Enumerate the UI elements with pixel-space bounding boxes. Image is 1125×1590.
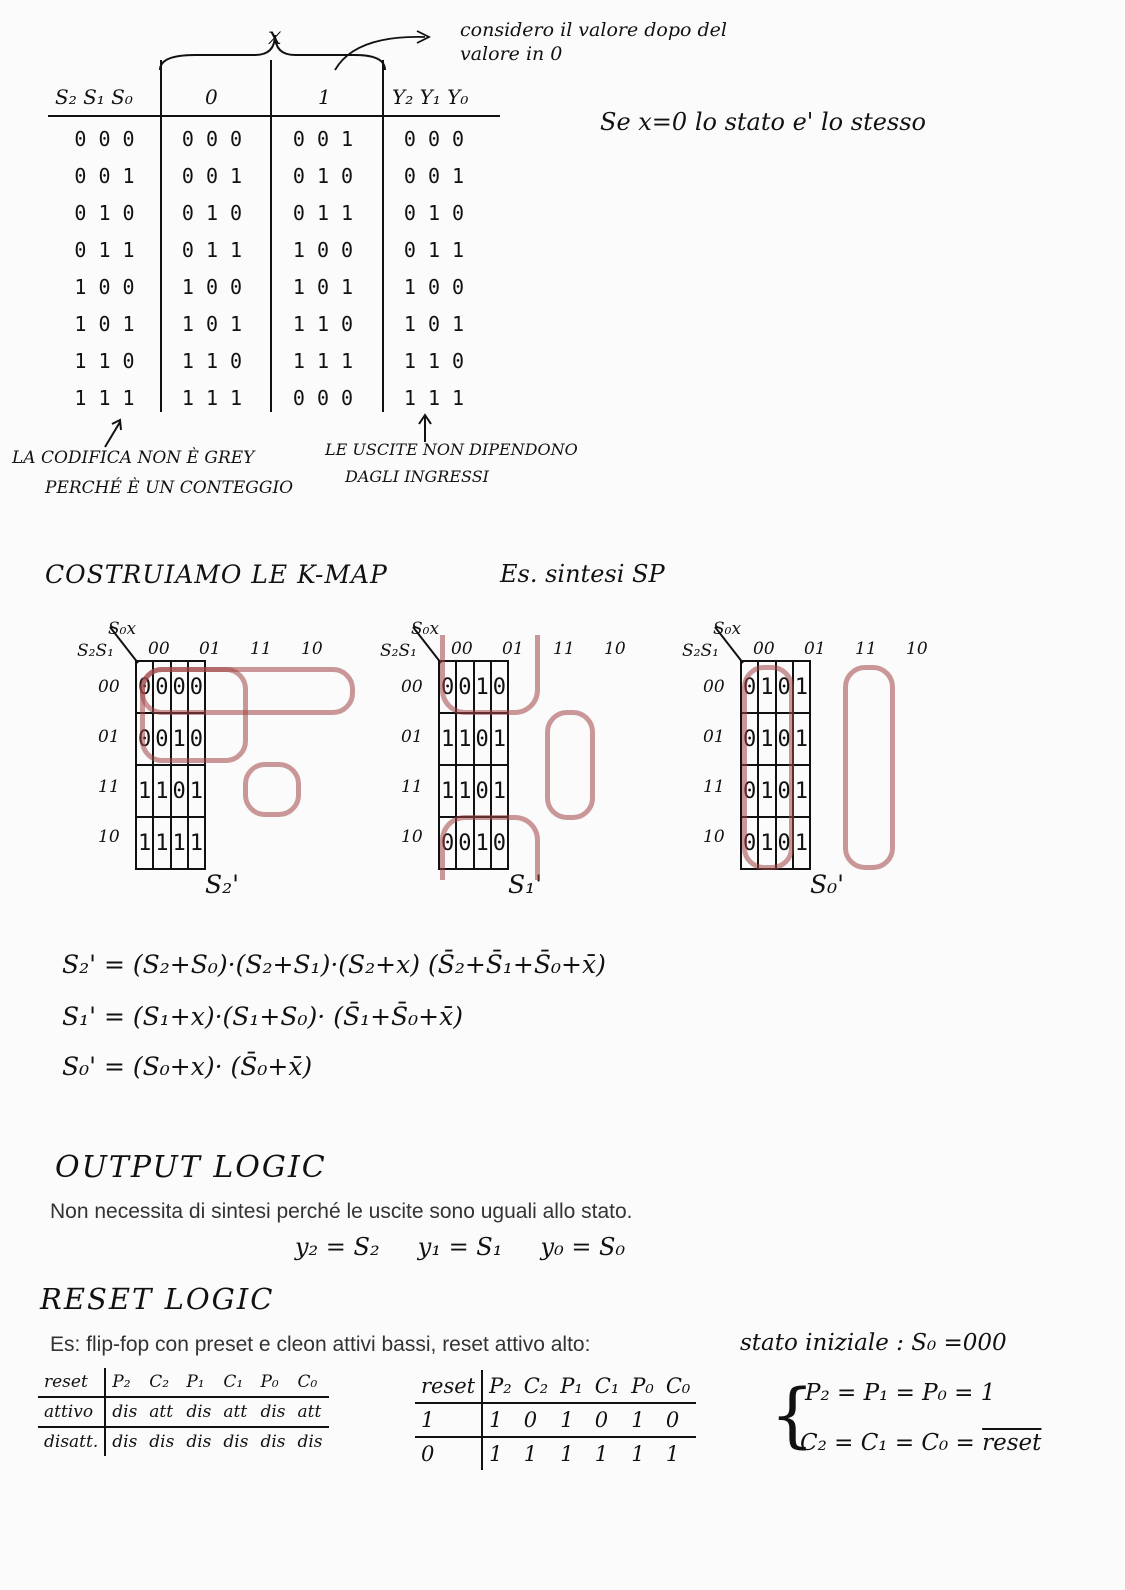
kmap-col-header: 00 bbox=[451, 639, 473, 659]
table-cell: 0 1 1 bbox=[403, 237, 465, 262]
table-cell: 1 0 0 bbox=[292, 237, 354, 262]
kmap-cell: 1 bbox=[758, 817, 775, 869]
kmap-col-header: 11 bbox=[855, 639, 877, 659]
table-cell: dis bbox=[105, 1427, 143, 1456]
kmap-cell: 1 bbox=[439, 713, 456, 765]
kmap-col-header: 01 bbox=[804, 639, 826, 659]
table-row bbox=[52, 268, 489, 305]
kmap-cell: 0 bbox=[153, 661, 170, 713]
output-eq: y₂ = S₂ y₁ = S₁ y₀ = S₀ bbox=[295, 1233, 626, 1261]
table-cell: 1 1 0 bbox=[74, 348, 135, 373]
kmap-cell: 1 bbox=[171, 713, 188, 765]
table-cell: 1 bbox=[631, 1442, 645, 1466]
table-header: C₁ bbox=[217, 1368, 254, 1397]
eq-s1-rhs: (S₁+x)·(S₁+S₀)· bbox=[132, 1002, 326, 1031]
table-cell: 1 1 0 bbox=[292, 311, 354, 336]
kmap-cell: 1 bbox=[793, 765, 810, 817]
table-cell: att bbox=[217, 1397, 254, 1427]
kmap-row-var: S₂S₁ bbox=[682, 641, 719, 661]
header-x1: 1 bbox=[318, 85, 331, 109]
table-cell: 0 1 0 bbox=[403, 200, 465, 225]
kmap-cell: 1 bbox=[153, 817, 170, 869]
kmap-cell: 0 bbox=[776, 765, 793, 817]
kmap-cell: 1 bbox=[793, 817, 810, 869]
kmap-col-header: 10 bbox=[301, 639, 323, 659]
table-header: P₂ bbox=[105, 1368, 143, 1397]
table-header: C₀ bbox=[660, 1370, 697, 1403]
brace: { bbox=[770, 1374, 815, 1456]
eq-s0-lhs: S₀' = bbox=[62, 1052, 125, 1081]
table-row bbox=[415, 1403, 696, 1437]
kmap-row-header: 10 bbox=[401, 827, 423, 847]
divider bbox=[48, 115, 500, 117]
kmap-cell: 1 bbox=[456, 713, 473, 765]
table-cell: 0 0 0 bbox=[292, 385, 354, 410]
note-out-1: LE USCITE NON DIPENDONO bbox=[325, 440, 578, 459]
kmap-cell: 0 bbox=[776, 661, 793, 713]
table-header: C₂ bbox=[518, 1370, 555, 1403]
table-cell: 1 0 1 bbox=[181, 311, 243, 336]
table-row bbox=[52, 120, 489, 157]
kmap-cell: 0 bbox=[491, 661, 508, 713]
reset-table-1 bbox=[38, 1368, 329, 1456]
group-ring bbox=[440, 635, 540, 715]
table-header: C₁ bbox=[589, 1370, 626, 1403]
kmap-row-var: S₂S₁ bbox=[77, 641, 114, 661]
eq-s0-rhs: (S₀+x)· bbox=[132, 1052, 223, 1081]
eq-s2-rhs: (S₂+S₀)·(S₂+S₁)·(S₂+x) bbox=[132, 950, 420, 979]
kmap-cell: 1 bbox=[758, 713, 775, 765]
kmap-cell: 0 bbox=[153, 713, 170, 765]
table-cell: 1 1 1 bbox=[292, 348, 354, 373]
table-cell: disatt. bbox=[44, 1432, 99, 1452]
kmap-cell: 1 bbox=[491, 765, 508, 817]
kmap-cell: 0 bbox=[188, 661, 205, 713]
output-heading: OUTPUT LOGIC bbox=[55, 1150, 327, 1185]
kmap-cell: 0 bbox=[136, 661, 153, 713]
kmap-cell: 0 bbox=[474, 765, 491, 817]
kmap-col-header: 01 bbox=[199, 639, 221, 659]
kmap-col-var: S₀x bbox=[108, 619, 137, 639]
table-cell: 1 0 0 bbox=[403, 274, 465, 299]
table-cell: dis bbox=[223, 1432, 249, 1452]
kmap-cell: 0 bbox=[741, 765, 758, 817]
kmap-cell: 0 bbox=[456, 661, 473, 713]
note-grey-1: LA CODIFICA NON È GREY bbox=[12, 448, 255, 468]
table-cell: dis bbox=[254, 1397, 291, 1427]
eq-s1-lhs: S₁' = bbox=[62, 1002, 125, 1031]
kmap-col-header: 00 bbox=[753, 639, 775, 659]
table-cell: dis bbox=[149, 1432, 175, 1452]
kmap-cell: 0 bbox=[776, 713, 793, 765]
kmap-cell: 1 bbox=[188, 765, 205, 817]
output-text: Non necessita di sintesi perché le uscite sono uguali allo stato. bbox=[50, 1200, 633, 1223]
table-row bbox=[52, 194, 489, 231]
table-cell: 1 bbox=[482, 1437, 518, 1470]
table-cell: 0 0 0 bbox=[74, 126, 135, 151]
table-cell: 1 0 1 bbox=[74, 311, 135, 336]
table-cell: 1 bbox=[415, 1403, 482, 1437]
table-cell: 0 1 1 bbox=[74, 237, 135, 262]
table-cell: 0 0 0 bbox=[181, 126, 243, 151]
kmap-col-header: 10 bbox=[906, 639, 928, 659]
kmap-cell: 1 bbox=[171, 817, 188, 869]
table-cell: 1 0 1 bbox=[403, 311, 465, 336]
table-cell: 1 bbox=[523, 1442, 538, 1466]
table-cell: 1 1 1 bbox=[74, 385, 135, 410]
table-cell: att bbox=[143, 1397, 180, 1427]
table-cell: 0 0 1 bbox=[403, 163, 465, 188]
x-label: x bbox=[268, 22, 282, 50]
eq-s2-lhs: S₂' = bbox=[62, 950, 125, 979]
kmap-col-var: S₀x bbox=[713, 619, 742, 639]
kmap-cell: 0 bbox=[188, 713, 205, 765]
table-row bbox=[52, 305, 489, 342]
table-cell: 1 1 0 bbox=[403, 348, 465, 373]
kmap-cell: 0 bbox=[491, 817, 508, 869]
table-cell: 1 bbox=[482, 1403, 518, 1437]
eq-s0-bar: (S̄₀+x̄) bbox=[230, 1052, 313, 1081]
kmap-cell: 0 bbox=[171, 765, 188, 817]
note-x0: Se x=0 lo stato e' lo stesso bbox=[600, 108, 926, 136]
eq-s2 bbox=[62, 950, 606, 979]
note-grey-2: PERCHÉ È UN CONTEGGIO bbox=[45, 478, 294, 498]
table-cell: 0 0 1 bbox=[74, 163, 135, 188]
kmap-cell: 0 bbox=[741, 713, 758, 765]
table-cell: 0 bbox=[589, 1403, 626, 1437]
kmap-cell: 0 bbox=[776, 817, 793, 869]
kmap-cell: 1 bbox=[188, 817, 205, 869]
table-cell: 0 0 1 bbox=[292, 126, 354, 151]
header-x0: 0 bbox=[205, 85, 218, 109]
kmap-cell: 0 bbox=[136, 713, 153, 765]
kmap-cell: 0 bbox=[456, 817, 473, 869]
table-row bbox=[52, 342, 489, 379]
truth-table bbox=[52, 120, 489, 416]
table-cell: dis bbox=[297, 1432, 323, 1452]
table-cell: att bbox=[291, 1397, 328, 1427]
kmap-col-header: 01 bbox=[502, 639, 524, 659]
table-cell: dis bbox=[186, 1432, 212, 1452]
kmap-row-header: 01 bbox=[401, 727, 423, 747]
initial-state: stato iniziale : S₀ =000 bbox=[740, 1330, 1007, 1356]
table-cell: dis bbox=[260, 1432, 286, 1452]
table-cell: 0 bbox=[660, 1403, 697, 1437]
kmap-label: S₁' bbox=[508, 870, 543, 899]
table-cell: 0 1 1 bbox=[292, 200, 354, 225]
kmap-cell: 1 bbox=[136, 817, 153, 869]
table-row bbox=[38, 1397, 329, 1427]
kmap-row-header: 11 bbox=[703, 777, 725, 797]
table-cell: 1 bbox=[560, 1442, 574, 1466]
kmap-label: S₀' bbox=[810, 870, 845, 899]
kmap-col-var: S₀x bbox=[411, 619, 440, 639]
table-header: C₀ bbox=[291, 1368, 328, 1397]
group-ring bbox=[440, 815, 540, 880]
kmap-cell: 1 bbox=[456, 765, 473, 817]
table-cell: 1 1 1 bbox=[403, 385, 465, 410]
table-cell: 1 1 1 bbox=[181, 385, 243, 410]
kmap-cell: 1 bbox=[474, 817, 491, 869]
kmap-cell: 0 bbox=[741, 661, 758, 713]
table-header-row bbox=[38, 1368, 329, 1397]
table-cell: 1 0 0 bbox=[181, 274, 243, 299]
kmap-cell: 1 bbox=[136, 765, 153, 817]
kmap-row-header: 00 bbox=[703, 677, 725, 697]
table-header-row bbox=[415, 1370, 696, 1403]
table-header: P₂ bbox=[482, 1370, 518, 1403]
table-row bbox=[415, 1437, 696, 1470]
reset-eq-1: P₂ = P₁ = P₀ = 1 bbox=[805, 1380, 996, 1406]
kmap-heading: COSTRUIAMO LE K-MAP bbox=[45, 560, 388, 589]
kmap-row-header: 10 bbox=[98, 827, 120, 847]
kmap-example: Es. sintesi SP bbox=[500, 560, 665, 588]
kmap-row-header: 00 bbox=[401, 677, 423, 697]
kmap-cell: 1 bbox=[474, 661, 491, 713]
table-row bbox=[52, 157, 489, 194]
group-ring bbox=[843, 665, 895, 870]
kmap-cell: 0 bbox=[439, 661, 456, 713]
table-cell: attivo bbox=[38, 1397, 105, 1427]
reset-eq-2 bbox=[800, 1430, 1041, 1456]
kmap-cell: 0 bbox=[474, 713, 491, 765]
table-header: P₀ bbox=[625, 1370, 660, 1403]
kmap-cell: 1 bbox=[491, 713, 508, 765]
table-cell: 1 bbox=[554, 1403, 589, 1437]
group-ring bbox=[545, 710, 595, 820]
x-brace bbox=[155, 25, 455, 85]
table-cell: 0 bbox=[421, 1442, 435, 1466]
kmap-label: S₂' bbox=[205, 870, 240, 899]
table-cell: 1 bbox=[625, 1403, 660, 1437]
table-row bbox=[52, 379, 489, 416]
kmap-row-header: 11 bbox=[98, 777, 120, 797]
kmap-row-header: 11 bbox=[401, 777, 423, 797]
table-header: C₂ bbox=[143, 1368, 180, 1397]
reset-heading: RESET LOGIC bbox=[40, 1282, 275, 1316]
annotation-note: considero il valore dopo del valore in 0 bbox=[460, 19, 727, 65]
table-cell: 0 0 0 bbox=[403, 126, 465, 151]
eq-s2-bar: (S̄₂+S̄₁+S̄₀+x̄) bbox=[427, 950, 606, 979]
kmap-row-header: 00 bbox=[98, 677, 120, 697]
table-cell: 0 bbox=[518, 1403, 555, 1437]
kmap-col-header: 10 bbox=[604, 639, 626, 659]
table-cell: 1 0 1 bbox=[292, 274, 354, 299]
kmap-cell: 0 bbox=[741, 817, 758, 869]
table-row bbox=[38, 1427, 329, 1456]
table-header: reset bbox=[38, 1368, 105, 1397]
table-cell: 0 1 0 bbox=[181, 200, 243, 225]
kmap-cell: 1 bbox=[153, 765, 170, 817]
kmap-cell: 1 bbox=[793, 661, 810, 713]
reset-text: Es: flip-fop con preset e cleon attivi bassi, reset attivo alto: bbox=[50, 1333, 591, 1356]
table-cell: 0 1 0 bbox=[74, 200, 135, 225]
group-ring bbox=[140, 667, 248, 763]
kmap-col-header: 11 bbox=[553, 639, 575, 659]
kmap-col-header: 00 bbox=[148, 639, 170, 659]
kmap-cell: 0 bbox=[171, 661, 188, 713]
kmap-row-header: 01 bbox=[98, 727, 120, 747]
table-cell: 0 1 0 bbox=[292, 163, 354, 188]
table-cell: 1 1 0 bbox=[181, 348, 243, 373]
table-cell: 1 0 0 bbox=[74, 274, 135, 299]
kmap-cell: 1 bbox=[758, 661, 775, 713]
note-out-2: DAGLI INGRESSI bbox=[345, 467, 489, 486]
table-row bbox=[52, 231, 489, 268]
eq-s0 bbox=[62, 1052, 312, 1081]
kmap-row-header: 10 bbox=[703, 827, 725, 847]
table-cell: 0 1 1 bbox=[181, 237, 243, 262]
eq-s1-bar: (S̄₁+S̄₀+x̄) bbox=[333, 1002, 463, 1031]
kmap-cell: 1 bbox=[793, 713, 810, 765]
table-cell: dis bbox=[180, 1397, 217, 1427]
group-ring bbox=[742, 665, 794, 870]
kmap-cell: 1 bbox=[758, 765, 775, 817]
table-cell: 0 0 1 bbox=[181, 163, 243, 188]
table-cell: 1 bbox=[594, 1442, 609, 1466]
kmap-cell: 1 bbox=[439, 765, 456, 817]
reset-eq-2-bar: reset bbox=[982, 1430, 1042, 1456]
eq-s1 bbox=[62, 1002, 463, 1031]
header-output: Y₂ Y₁ Y₀ bbox=[392, 85, 469, 109]
kmap-row-header: 01 bbox=[703, 727, 725, 747]
table-header: P₁ bbox=[554, 1370, 589, 1403]
kmap-col-header: 11 bbox=[250, 639, 272, 659]
header-state: S₂ S₁ S₀ bbox=[55, 85, 133, 109]
table-header: P₀ bbox=[254, 1368, 291, 1397]
kmap-row-var: S₂S₁ bbox=[380, 641, 417, 661]
group-ring bbox=[243, 762, 301, 817]
table-header: P₁ bbox=[180, 1368, 217, 1397]
reset-eq-2-lhs: C₂ = C₁ = C₀ = bbox=[800, 1430, 975, 1456]
table-header: reset bbox=[415, 1370, 482, 1403]
table-cell: 1 bbox=[665, 1442, 680, 1466]
table-cell: dis bbox=[105, 1397, 143, 1427]
kmap-cell: 0 bbox=[439, 817, 456, 869]
reset-table-2 bbox=[415, 1370, 696, 1470]
